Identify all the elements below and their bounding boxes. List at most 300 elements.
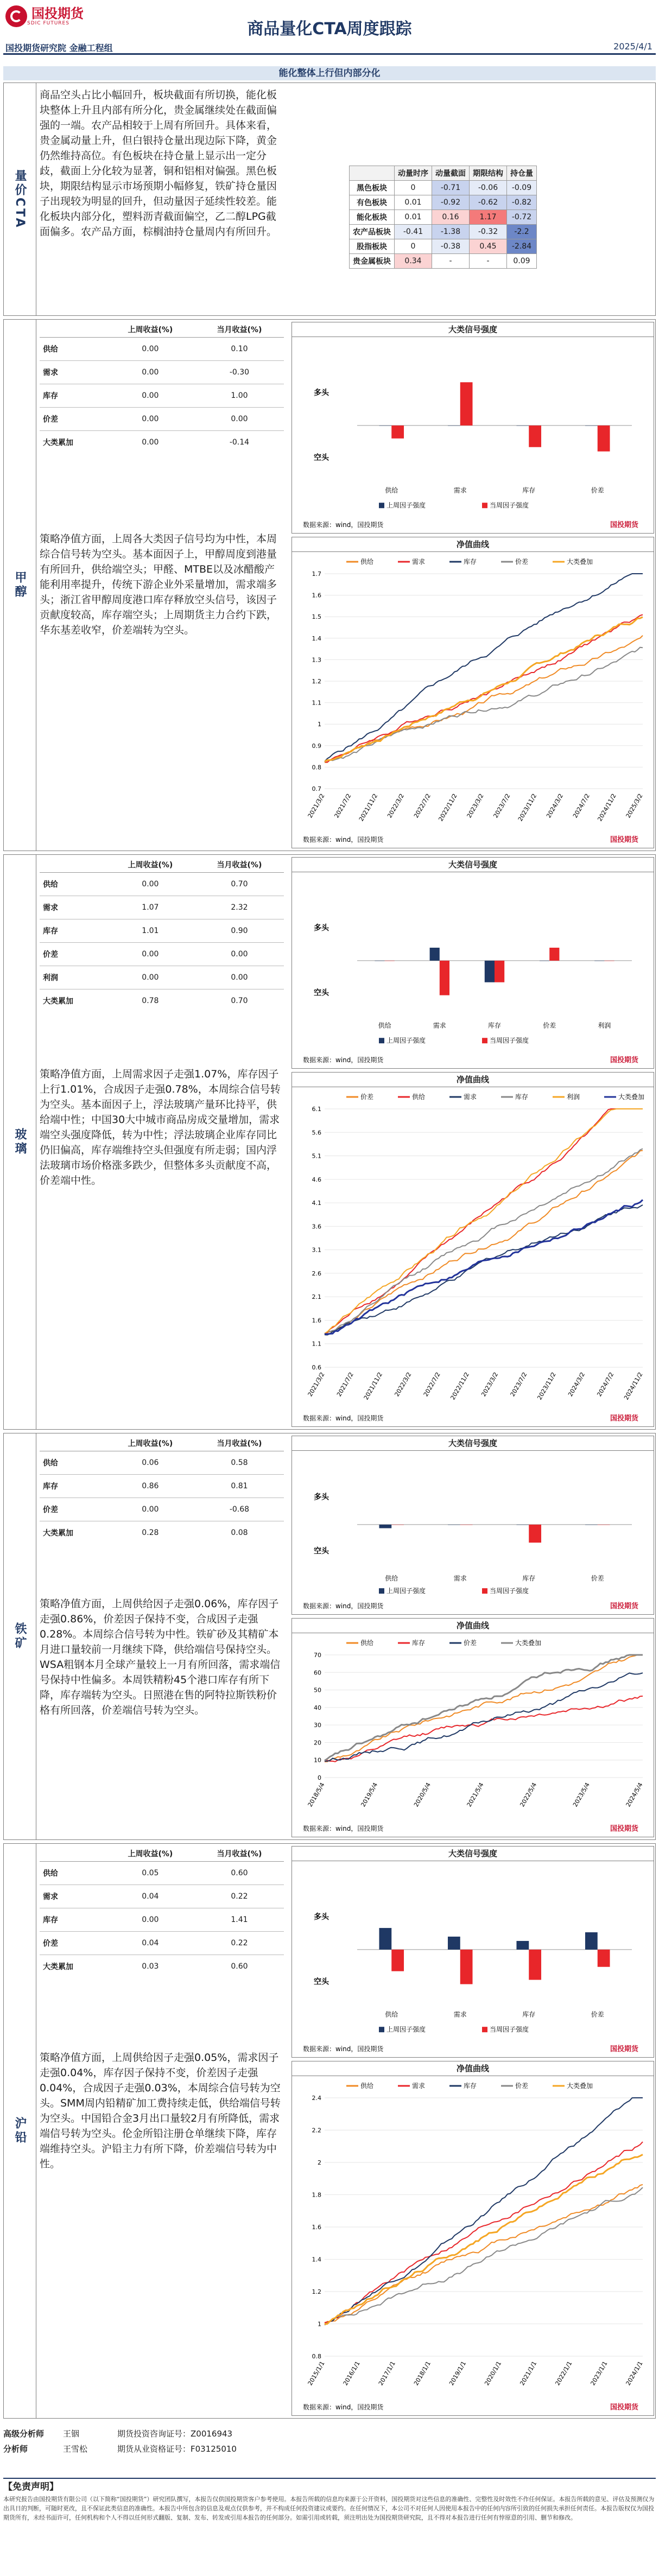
signal-bar-chart bbox=[292, 1451, 654, 1615]
nav-x-tick: 2022/7/2 bbox=[412, 792, 432, 820]
report-header bbox=[0, 0, 659, 53]
factor-cell: 1.41 bbox=[195, 1908, 284, 1932]
factor-cell: 0.00 bbox=[106, 966, 195, 989]
nav-x-tick: 2024/1/1 bbox=[624, 2360, 644, 2387]
long-label: 多头 bbox=[314, 1493, 329, 1502]
legend-swatch bbox=[482, 2027, 487, 2032]
nav-legend-label: 价差 bbox=[464, 1639, 477, 1647]
factor-cell: 0.22 bbox=[195, 1932, 284, 1955]
factor-cell: 0.05 bbox=[106, 1862, 195, 1885]
factor-cell: 1.07 bbox=[106, 896, 195, 919]
nav-x-tick: 2025/3/2 bbox=[624, 792, 644, 820]
factor-cell: 需求 bbox=[40, 1885, 106, 1908]
factor-cell: 0.22 bbox=[195, 1885, 284, 1908]
factor-row bbox=[40, 431, 284, 454]
nav-x-tick: 2019/5/4 bbox=[359, 1781, 379, 1809]
nav-series-line bbox=[325, 1673, 643, 1761]
strategy-commentary: 策略净值方面，上周各大类因子信号均为中性，本周综合信号转为空头。基本面因子上，甲醇周度到港量有所回升，供给端空头；甲醛、MTBE以及冰醋酸产能利用率提升，传统下游企业外采量增加，需求端多头；浙江省甲醇周度港口库存释放空头信号，该因子贡献度较高，库存端空头；上周期货主力合约下跌，华东基差收窄，价差端转为空头。 bbox=[40, 533, 277, 636]
signal-bar bbox=[516, 1941, 529, 1950]
company-mark: 国投期货 bbox=[610, 521, 639, 529]
factor-row bbox=[40, 1885, 284, 1908]
nav-legend-label: 供给 bbox=[412, 1093, 426, 1101]
legend-swatch bbox=[379, 1038, 384, 1043]
data-source: 数据来源：wind，国投期货 bbox=[303, 1056, 384, 1064]
signal-bar bbox=[440, 961, 449, 995]
nav-x-tick: 2023/3/2 bbox=[465, 792, 485, 820]
nav-x-tick: 2022/5/4 bbox=[518, 1781, 538, 1809]
cta-table-row bbox=[350, 254, 537, 269]
factor-value: -0.06 bbox=[470, 181, 507, 195]
nav-y-tick: 1.1 bbox=[312, 699, 321, 707]
factor-cell: 0.86 bbox=[106, 1475, 195, 1498]
nav-legend-label: 价差 bbox=[515, 2082, 529, 2090]
cta-section-label: 量价CTA bbox=[4, 83, 36, 315]
nav-legend-label: 供给 bbox=[360, 558, 374, 566]
factor-cell: 0.00 bbox=[106, 431, 195, 454]
factor-value: -0.71 bbox=[432, 181, 470, 195]
data-source: 数据来源：wind，国投期货 bbox=[303, 2045, 384, 2053]
factor-value: - bbox=[470, 254, 507, 269]
factor-cell: 库存 bbox=[40, 384, 106, 408]
nav-y-tick: 1.6 bbox=[312, 2224, 321, 2231]
cta-table-row bbox=[350, 210, 537, 225]
nav-x-tick: 2021/7/2 bbox=[333, 792, 353, 820]
factor-row bbox=[40, 919, 284, 943]
factor-cell: 价差 bbox=[40, 1932, 106, 1955]
category-label: 库存 bbox=[487, 1021, 502, 1030]
signal-bar bbox=[598, 1950, 610, 1967]
nav-y-tick: 1.5 bbox=[312, 613, 321, 621]
strategy-commentary: 策略净值方面，上周需求因子走强1.07%，库存因子上行1.01%，合成因子走强0.78%，本周综合信号转为空头。基本面因子上，浮法玻璃产量环比持平，供给端中性；中国30大中城市商品房成交量增加，需求端空头强度降低，转为中性；浮法玻璃企业库存同比仍旧偏高，库存端维持空头但强度有所走弱；国内浮法玻璃市场价格涨多跌少，但整体多头贡献度不高，价差端中性。 bbox=[40, 1068, 281, 1187]
institute-name: 国投期货研究院 金融工程组 bbox=[5, 43, 113, 53]
nav-x-tick: 2015/1/1 bbox=[306, 2360, 326, 2387]
category-label: 价差 bbox=[591, 2010, 604, 2019]
cta-table-header: 期限结构 bbox=[470, 166, 507, 181]
factor-cell: 0.06 bbox=[106, 1451, 195, 1475]
commodity-label: 铁矿 bbox=[4, 1433, 36, 1839]
nav-y-tick: 30 bbox=[314, 1722, 321, 1729]
category-label: 供给 bbox=[385, 1574, 398, 1582]
nav-x-tick: 2021/11/2 bbox=[362, 1371, 384, 1401]
nav-x-tick: 2020/1/1 bbox=[483, 2360, 503, 2387]
nav-series-line bbox=[325, 2142, 643, 2323]
factor-cell: 需求 bbox=[40, 896, 106, 919]
factor-cell: 0.81 bbox=[195, 1475, 284, 1498]
analyst-cert-2: 期货从业资格证号：F03125010 bbox=[117, 2444, 237, 2454]
nav-series-line bbox=[325, 636, 643, 763]
factor-cell: 大类累加 bbox=[40, 1955, 106, 1978]
cta-table-header: 动量时序 bbox=[395, 166, 432, 181]
nav-series-line bbox=[325, 2185, 643, 2324]
factor-cell: 0.00 bbox=[106, 873, 195, 896]
long-label: 多头 bbox=[314, 389, 329, 398]
factor-cell: 0.00 bbox=[106, 408, 195, 431]
signal-strength-panel bbox=[292, 1846, 654, 2058]
signal-panel-title: 大类信号强度 bbox=[292, 858, 654, 872]
factor-cell: 0.00 bbox=[106, 384, 195, 408]
factor-cell: 0.00 bbox=[106, 338, 195, 361]
factor-cell: 大类累加 bbox=[40, 1521, 106, 1545]
factor-table-header bbox=[40, 1436, 106, 1451]
long-label: 多头 bbox=[314, 924, 329, 933]
factor-row bbox=[40, 1908, 284, 1932]
nav-x-tick: 2023/5/4 bbox=[571, 1781, 591, 1809]
factor-row bbox=[40, 1451, 284, 1475]
factor-value: 0.16 bbox=[432, 210, 470, 225]
nav-x-tick: 2022/7/2 bbox=[422, 1371, 442, 1398]
nav-legend-label: 库存 bbox=[412, 1639, 426, 1647]
factor-cell: 0.28 bbox=[106, 1521, 195, 1545]
factor-cell: 大类累加 bbox=[40, 989, 106, 1013]
factor-cell: 0.00 bbox=[106, 361, 195, 384]
factor-table-header: 当月收益(%) bbox=[195, 1846, 284, 1862]
nav-legend-label: 库存 bbox=[464, 558, 477, 566]
factor-row bbox=[40, 408, 284, 431]
nav-x-tick: 2023/11/2 bbox=[516, 792, 538, 823]
factor-cell: 0.60 bbox=[195, 1862, 284, 1885]
cta-commentary: 商品空头占比小幅回升，板块截面有所切换，能化板块整体上升且内部有所分化，贵金属继续处在截面偏强的一端。农产品相较于上周有所回升。具体来看，贵金属动量上升，但白银持仓量出现边际下降，黄金仍然维持高位。有色板块在持仓量上显示出一定分歧，截面上分化较为显著，铜和铝相对偏强。黑色板块，期限结构显示市场预期小幅修复，铁矿持仓量因子出现较为明显的回升，但动量因子延续性较差。能化板块内部分化，塑料沥青截面偏空，乙二醇LPG截面偏多。农产品方面，棕榈油持仓量周内有所回升。 bbox=[40, 89, 277, 238]
cta-table-header: 持仓量 bbox=[507, 166, 537, 181]
signal-bar bbox=[379, 1525, 391, 1528]
nav-series-line bbox=[325, 1205, 643, 1335]
factor-row bbox=[40, 1932, 284, 1955]
nav-y-tick: 1 bbox=[318, 721, 321, 728]
legend-label: 上周因子强度 bbox=[386, 2026, 426, 2034]
factor-cell: 0.70 bbox=[195, 873, 284, 896]
factor-row bbox=[40, 1498, 284, 1521]
factor-cell: 1.00 bbox=[195, 384, 284, 408]
nav-series-line bbox=[325, 2098, 643, 2325]
factor-cell: 0.00 bbox=[195, 408, 284, 431]
nav-x-tick: 2022/11/2 bbox=[437, 792, 459, 823]
legend-label: 上周因子强度 bbox=[386, 502, 426, 510]
factor-table-header bbox=[40, 857, 106, 873]
factor-value: 1.17 bbox=[470, 210, 507, 225]
signal-bar bbox=[391, 426, 404, 439]
category-label: 需求 bbox=[453, 1574, 467, 1582]
nav-y-tick: 5.6 bbox=[312, 1129, 321, 1137]
nav-y-tick: 1.4 bbox=[312, 2256, 321, 2263]
sector-name: 贵金属板块 bbox=[350, 254, 395, 269]
analyst-label: 高级分析师 bbox=[3, 2429, 45, 2439]
nav-y-tick: 1.2 bbox=[312, 2288, 321, 2295]
nav-y-tick: 1.8 bbox=[312, 2191, 321, 2199]
factor-cell: 需求 bbox=[40, 361, 106, 384]
nav-y-tick: 0.7 bbox=[312, 785, 321, 792]
short-label: 空头 bbox=[314, 988, 329, 998]
cta-factor-table bbox=[349, 166, 537, 269]
nav-x-tick: 2024/7/2 bbox=[595, 1371, 616, 1398]
category-label: 需求 bbox=[433, 1021, 446, 1030]
nav-y-tick: 10 bbox=[314, 1756, 321, 1764]
nav-y-tick: 4.1 bbox=[312, 1200, 321, 1207]
nav-y-tick: 4.6 bbox=[312, 1176, 321, 1183]
signal-bar bbox=[598, 426, 610, 452]
nav-series-line bbox=[325, 1696, 643, 1762]
signal-bar bbox=[529, 1525, 541, 1543]
signal-strength-panel bbox=[292, 1436, 654, 1615]
category-label: 供给 bbox=[385, 2010, 398, 2019]
sector-name: 能化板块 bbox=[350, 210, 395, 225]
factor-table-header bbox=[40, 1846, 106, 1862]
nav-x-tick: 2021/1/1 bbox=[518, 2360, 538, 2387]
nav-y-tick: 6.1 bbox=[312, 1106, 321, 1113]
signal-panel-title: 大类信号强度 bbox=[292, 322, 654, 337]
legend-swatch bbox=[379, 1588, 384, 1594]
nav-x-tick: 2021/3/2 bbox=[306, 1371, 326, 1398]
factor-value: -2.2 bbox=[507, 225, 537, 239]
commodity-section bbox=[3, 1843, 656, 2419]
factor-table-header: 上周收益(%) bbox=[106, 857, 195, 873]
signal-bar-chart bbox=[292, 1861, 654, 2058]
cta-table-row bbox=[350, 225, 537, 239]
nav-y-tick: 0.8 bbox=[312, 2353, 321, 2360]
factor-cell: 大类累加 bbox=[40, 431, 106, 454]
company-mark: 国投期货 bbox=[610, 2045, 639, 2053]
factor-table-header bbox=[40, 322, 106, 338]
legend-swatch bbox=[379, 2027, 384, 2032]
nav-y-tick: 60 bbox=[314, 1669, 321, 1677]
nav-legend-label: 供给 bbox=[360, 2082, 374, 2090]
factor-value: -1.38 bbox=[432, 225, 470, 239]
factor-cell: 1.01 bbox=[106, 919, 195, 943]
nav-x-tick: 2019/1/1 bbox=[448, 2360, 468, 2387]
signal-strength-panel bbox=[292, 322, 654, 534]
nav-x-tick: 2021/5/4 bbox=[465, 1781, 485, 1809]
signal-panel-title: 大类信号强度 bbox=[292, 1436, 654, 1451]
nav-y-tick: 1.6 bbox=[312, 1317, 321, 1324]
nav-x-tick: 2020/5/4 bbox=[412, 1781, 432, 1809]
factor-cell: 0.70 bbox=[195, 989, 284, 1013]
factor-cell: 0.00 bbox=[195, 943, 284, 966]
nav-panel-title: 净值曲线 bbox=[292, 2061, 654, 2076]
factor-value: -0.72 bbox=[507, 210, 537, 225]
signal-bar-chart bbox=[292, 872, 654, 1069]
factor-cell: 供给 bbox=[40, 1862, 106, 1885]
signal-bar bbox=[529, 1950, 541, 1980]
factor-value: -0.62 bbox=[470, 195, 507, 210]
nav-legend-label: 需求 bbox=[464, 1093, 477, 1101]
nav-x-tick: 2024/5/4 bbox=[624, 1781, 644, 1809]
category-label: 库存 bbox=[522, 1574, 536, 1582]
factor-cell: 0.00 bbox=[106, 1498, 195, 1521]
commodity-section bbox=[3, 854, 656, 1430]
factor-cell: 库存 bbox=[40, 919, 106, 943]
analyst-name-2: 王雪松 bbox=[63, 2444, 88, 2454]
nav-series-line bbox=[325, 1200, 643, 1335]
nav-series-line bbox=[325, 574, 643, 762]
category-label: 价差 bbox=[543, 1021, 556, 1030]
nav-x-tick: 2022/3/2 bbox=[386, 792, 406, 820]
signal-strength-panel bbox=[292, 857, 654, 1069]
legend-label: 当周因子强度 bbox=[490, 1587, 529, 1595]
nav-x-tick: 2017/1/1 bbox=[377, 2360, 397, 2387]
signal-bar bbox=[430, 948, 440, 961]
nav-y-tick: 0.9 bbox=[312, 742, 321, 750]
factor-cell: 0.60 bbox=[195, 1955, 284, 1978]
commodity-section bbox=[3, 319, 656, 851]
factor-row bbox=[40, 896, 284, 919]
nav-y-tick: 2 bbox=[318, 2159, 321, 2166]
cta-table-row bbox=[350, 239, 537, 254]
nav-line-chart bbox=[292, 552, 654, 848]
nav-x-tick: 2023/7/2 bbox=[509, 1371, 529, 1398]
sector-name: 股指板块 bbox=[350, 239, 395, 254]
factor-row bbox=[40, 1862, 284, 1885]
factor-cell: -0.14 bbox=[195, 431, 284, 454]
strategy-commentary: 策略净值方面，上周供给因子走强0.05%，需求因子走强0.04%，库存因子保持不变，价差因子走强0.04%，合成因子走强0.03%，本周综合信号转为空头。SMM周内铅精矿加工费持续走低，供给端信号转为空头。中国铅合金3月出口量较2月有所降低，需求端信号转为空头。伦金所铅注册仓单继续下降，库存端维持空头。沪铅主力有所下降，价差端信号转为中性。 bbox=[40, 2052, 281, 2170]
nav-x-tick: 2021/11/2 bbox=[357, 792, 379, 823]
nav-y-tick: 1.4 bbox=[312, 635, 321, 642]
factor-cell: 0.58 bbox=[195, 1451, 284, 1475]
nav-legend-label: 库存 bbox=[515, 1093, 529, 1101]
nav-panel-title: 净值曲线 bbox=[292, 537, 654, 552]
nav-curve-panel bbox=[292, 2061, 654, 2416]
analyst-name: 王铟 bbox=[63, 2429, 80, 2439]
signal-bar bbox=[379, 1928, 391, 1950]
nav-line-chart bbox=[292, 2076, 654, 2416]
factor-row bbox=[40, 873, 284, 896]
nav-y-tick: 2.4 bbox=[312, 2095, 321, 2102]
factor-table-header: 上周收益(%) bbox=[106, 1846, 195, 1862]
nav-y-tick: 1.6 bbox=[312, 592, 321, 599]
cta-table-row bbox=[350, 195, 537, 210]
nav-company-mark: 国投期货 bbox=[610, 1414, 639, 1423]
nav-curve-panel bbox=[292, 1618, 654, 1837]
factor-value: -0.32 bbox=[470, 225, 507, 239]
nav-y-tick: 1.1 bbox=[312, 1340, 321, 1348]
factor-row bbox=[40, 1521, 284, 1545]
nav-x-tick: 2023/1/1 bbox=[589, 2360, 609, 2387]
nav-x-tick: 2024/11/2 bbox=[596, 792, 618, 823]
factor-cell: 0.04 bbox=[106, 1885, 195, 1908]
factor-row bbox=[40, 1955, 284, 1978]
nav-x-tick: 2022/1/1 bbox=[554, 2360, 574, 2387]
factor-return-table bbox=[40, 322, 284, 454]
category-label: 库存 bbox=[522, 2010, 536, 2019]
cta-section bbox=[3, 83, 656, 316]
signal-bar bbox=[485, 961, 495, 982]
nav-legend-label: 需求 bbox=[412, 558, 426, 566]
nav-legend-label: 大类叠加 bbox=[567, 2082, 593, 2090]
nav-legend-label: 大类叠加 bbox=[515, 1639, 542, 1647]
nav-y-tick: 2.1 bbox=[312, 1293, 321, 1301]
nav-curve-panel bbox=[292, 537, 654, 848]
factor-value: -0.09 bbox=[507, 181, 537, 195]
factor-cell: 价差 bbox=[40, 943, 106, 966]
nav-line-chart bbox=[292, 1633, 654, 1837]
nav-x-tick: 2023/11/2 bbox=[536, 1371, 557, 1401]
factor-cell: 价差 bbox=[40, 408, 106, 431]
factor-cell: 利润 bbox=[40, 966, 106, 989]
signal-bar bbox=[529, 426, 541, 447]
nav-y-tick: 2.2 bbox=[312, 2127, 321, 2134]
factor-cell: -0.30 bbox=[195, 361, 284, 384]
category-label: 价差 bbox=[591, 486, 604, 494]
nav-y-tick: 1.7 bbox=[312, 570, 321, 578]
legend-label: 当周因子强度 bbox=[490, 1037, 529, 1045]
factor-cell: -0.68 bbox=[195, 1498, 284, 1521]
nav-y-tick: 2.6 bbox=[312, 1270, 321, 1277]
nav-x-tick: 2018/5/4 bbox=[306, 1781, 326, 1809]
factor-row bbox=[40, 966, 284, 989]
nav-y-tick: 1.3 bbox=[312, 656, 321, 664]
nav-x-tick: 2021/7/2 bbox=[335, 1371, 355, 1398]
cta-table-header bbox=[350, 166, 395, 181]
factor-cell: 0.00 bbox=[106, 1908, 195, 1932]
nav-y-tick: 0.6 bbox=[312, 1364, 321, 1371]
factor-row bbox=[40, 1475, 284, 1498]
factor-table-header: 上周收益(%) bbox=[106, 1436, 195, 1451]
report-title: 商品量化CTA周度跟踪 bbox=[247, 20, 412, 39]
nav-x-tick: 2024/3/2 bbox=[567, 1371, 587, 1398]
nav-y-tick: 1 bbox=[318, 2320, 321, 2328]
commodity-label: 沪铅 bbox=[4, 1844, 36, 2418]
nav-y-tick: 3.6 bbox=[312, 1223, 321, 1230]
cta-table-header: 动量截面 bbox=[432, 166, 470, 181]
short-label: 空头 bbox=[314, 1977, 329, 1987]
factor-cell: 供给 bbox=[40, 873, 106, 896]
factor-row bbox=[40, 943, 284, 966]
commodity-label: 玻璃 bbox=[4, 855, 36, 1429]
category-label: 供给 bbox=[385, 486, 398, 494]
data-source: 数据来源：wind，国投期货 bbox=[303, 1602, 384, 1610]
nav-series-line bbox=[325, 2187, 643, 2325]
nav-legend-label: 价差 bbox=[360, 1093, 374, 1101]
sector-name: 农产品板块 bbox=[350, 225, 395, 239]
factor-value: -0.92 bbox=[432, 195, 470, 210]
legend-swatch bbox=[482, 503, 487, 508]
logo-subtext: SDIC FUTURES bbox=[27, 21, 69, 26]
factor-row bbox=[40, 384, 284, 408]
nav-x-tick: 2018/1/1 bbox=[412, 2360, 432, 2387]
factor-cell: 0.90 bbox=[195, 919, 284, 943]
report-subtitle: 能化整体上行但内部分化 bbox=[3, 66, 656, 80]
nav-y-tick: 20 bbox=[314, 1739, 321, 1747]
factor-cell: 0.08 bbox=[195, 1521, 284, 1545]
factor-value: -2.84 bbox=[507, 239, 537, 254]
factor-value: 0.45 bbox=[470, 239, 507, 254]
signal-bar bbox=[460, 382, 473, 426]
nav-x-tick: 2016/1/1 bbox=[341, 2360, 362, 2387]
factor-value: 0.01 bbox=[395, 195, 432, 210]
nav-y-tick: 70 bbox=[314, 1652, 321, 1659]
factor-value: 0.34 bbox=[395, 254, 432, 269]
factor-return-table bbox=[40, 857, 284, 1012]
category-label: 需求 bbox=[453, 2010, 467, 2019]
factor-row bbox=[40, 989, 284, 1013]
commodity-label: 甲醇 bbox=[4, 320, 36, 851]
nav-legend-label: 大类叠加 bbox=[618, 1093, 645, 1101]
factor-value: -0.38 bbox=[432, 239, 470, 254]
legend-label: 当周因子强度 bbox=[490, 502, 529, 510]
signal-bar bbox=[549, 948, 559, 961]
nav-x-tick: 2023/3/2 bbox=[480, 1371, 500, 1398]
signal-bar bbox=[448, 1937, 460, 1950]
nav-legend-label: 供给 bbox=[360, 1639, 374, 1647]
factor-value: - bbox=[432, 254, 470, 269]
nav-legend-label: 利润 bbox=[567, 1093, 580, 1101]
nav-legend-label: 大类叠加 bbox=[567, 558, 593, 566]
nav-series-line bbox=[325, 2155, 643, 2325]
factor-cell: 0.00 bbox=[195, 966, 284, 989]
category-label: 需求 bbox=[453, 486, 467, 494]
sector-name: 黑色板块 bbox=[350, 181, 395, 195]
factor-return-table bbox=[40, 1846, 284, 1978]
nav-x-tick: 2024/3/2 bbox=[545, 792, 565, 820]
factor-cell: 2.32 bbox=[195, 896, 284, 919]
legend-label: 上周因子强度 bbox=[386, 1037, 426, 1045]
